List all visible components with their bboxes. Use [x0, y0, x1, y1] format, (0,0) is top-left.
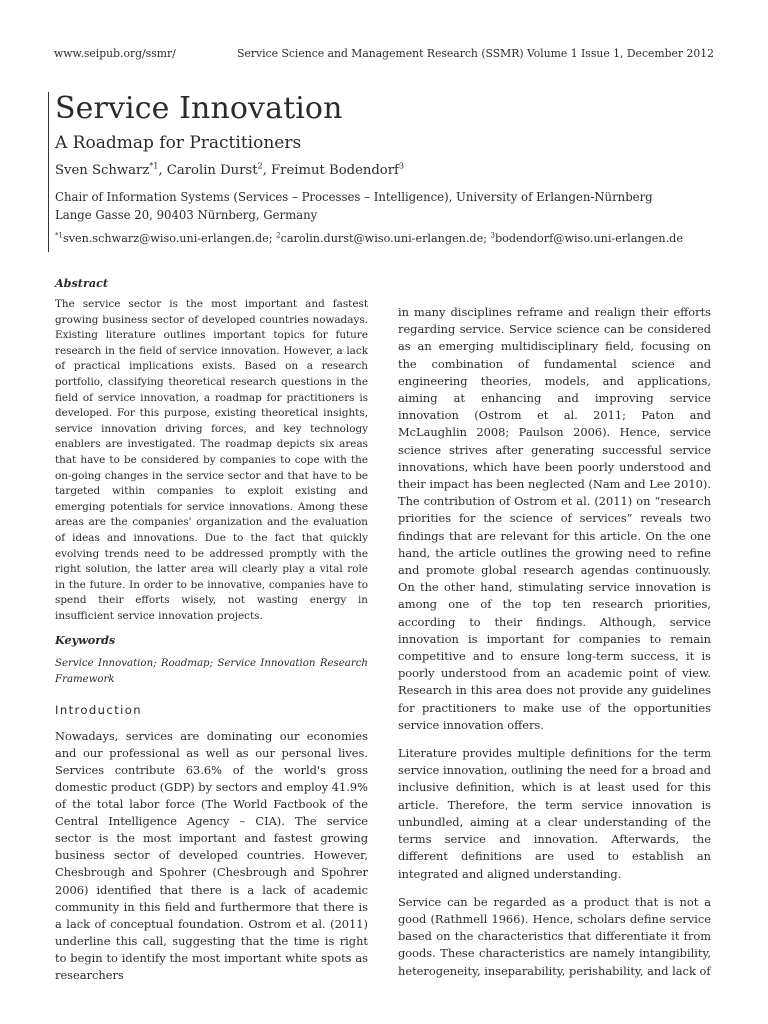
body-paragraph: Literature provides multiple definitions for the term service innovation, outlining the need for a broad and inclusive definition, which is at least used for this article. Therefore, the term service innovation is unbundled, aiming at a clear understanding of the terms service and innovation. Afterwards, the different definitions are used to establish an integrated and aligned understanding. — [398, 746, 711, 881]
paper-title: Service Innovation — [55, 91, 343, 126]
abstract-heading: Abstract — [55, 276, 109, 290]
address-line: Lange Gasse 20, 90403 Nürnberg, Germany — [55, 208, 318, 222]
email-link[interactable]: sven.schwarz@wiso.uni-erlangen.de; — [62, 232, 273, 245]
left-column — [55, 275, 368, 984]
author-name: Carolin Durst — [166, 163, 258, 178]
right-column — [398, 304, 711, 991]
author-name: Freimut Bodendorf — [271, 163, 399, 178]
email-link[interactable]: carolin.durst@wiso.uni-erlangen.de; — [280, 232, 487, 245]
running-header — [54, 46, 714, 62]
affiliation-line: Chair of Information Systems (Services – Processes – Intelligence), University of Erlangen-Nürnberg — [55, 190, 653, 204]
email-superscript: *1 — [55, 231, 63, 240]
author-superscript: 3 — [398, 161, 405, 171]
author-superscript: 2 — [257, 161, 263, 171]
abstract-text: The service sector is the most important and fastest growing business sector of developed countries nowadays. Existing literature outlines important topics for future research in the field of service innovation. However, a lack of practical implications exists. Based on a research portfolio, classifying theoretical research questions in the field of service innovation, a roadmap for practitioners is developed. For this purpose, existing theoretical insights, service innovation driving forces, and key technology enablers are investigated. The roadmap depicts six areas that have to be considered by companies to cope with the on-going changes in the service sector and that have to be targeted within companies to exploit existing and emerging potentials for service innovations. Among these areas are the companies' organization and the evaluation of ideas and innovations. Due to the fact that quickly evolving trends need to be addressed promptly with the right solution, the latter area will clearly play a vital role in the future. In order to be innovative, companies have to spend their efforts wisely, not wasting energy in insufficient service innovation projects. — [55, 298, 368, 622]
email-list — [55, 230, 714, 248]
body-paragraph: in many disciplines reframe and realign their efforts regarding service. Service science can be considered as an emerging multidisciplinary field, focusing on the combination of fundamental science and engineering theories, models, and applications, aiming at enhancing and improving service innovation (Ostrom et al. 2011; Paton and McLaughlin 2008; Paulson 2006). Hence, service science strives after generating successful service innovations, which have been poorly understood and their impact has been neglected (Nam and Lee 2010). The contribution of Ostrom et al. (2011) on “research priorities for the science of services” reveals two findings that are relevant for this article. On the one hand, the article outlines the growing need to refine and promote global research agendas continuously. On the other hand, stimulating service innovation is among one of the top ten research priorities, according to their findings. Although, service innovation is important for companies to remain competitive and to ensure long-term success, it is poorly understood from an academic point of view. Research in this area does not provide any guidelines for practitioners to make use of the opportunities service innovation offers. — [398, 305, 711, 732]
email-superscript: 2 — [276, 231, 281, 240]
journal-citation: Service Science and Management Research (SSMR) Volume 1 Issue 1, December 2012 — [237, 47, 714, 60]
keywords-text: Service Innovation; Roadmap; Service Innovation Research Framework — [55, 658, 368, 686]
introduction-text: Nowadays, services are dominating our economies and our professional as well as our personal lives. Services contribute 63.6% of the world's gross domestic product (GDP) by sectors and employ 41.9% of the total labor force (The World Factbook of the Central Intelligence Agency – CIA). The service sector is the most important and fastest growing business sector of developed countries. However, Chesbrough and Spohrer (Chesbrough and Spohrer 2006) identified that there is a lack of academic community in this field and furthermore that there is a lack of conceptual foundation. Ostrom et al. (2011) underline this call, suggesting that the time is right to begin to identify the most important white spots as researchers — [55, 728, 368, 982]
keywords-heading: Keywords — [55, 633, 116, 648]
introduction-heading: Introduction — [55, 702, 143, 717]
affiliation — [55, 188, 714, 224]
journal-website: www.seipub.org/ssmr/ — [54, 47, 176, 60]
author-name: Sven Schwarz — [55, 163, 150, 178]
paper-subtitle: A Roadmap for Practitioners — [55, 133, 302, 153]
email-link[interactable]: bodendorf@wiso.uni-erlangen.de — [495, 232, 683, 245]
author-list: Sven Schwarz$^{*1}$, Carolin Durst$^2$, Freimut Bodendorf$^3$ — [55, 161, 405, 178]
email-superscript: 3 — [490, 231, 495, 240]
author-superscript: *1 — [149, 161, 159, 171]
title-block — [48, 92, 714, 252]
body-paragraph: Service can be regarded as a product that is not a good (Rathmell 1966). Hence, scholars define service based on the characteristics that differentiate it from goods. These characteristics are namely intangibility, heterogeneity, inseparability, perishability, and lack of — [398, 894, 711, 978]
